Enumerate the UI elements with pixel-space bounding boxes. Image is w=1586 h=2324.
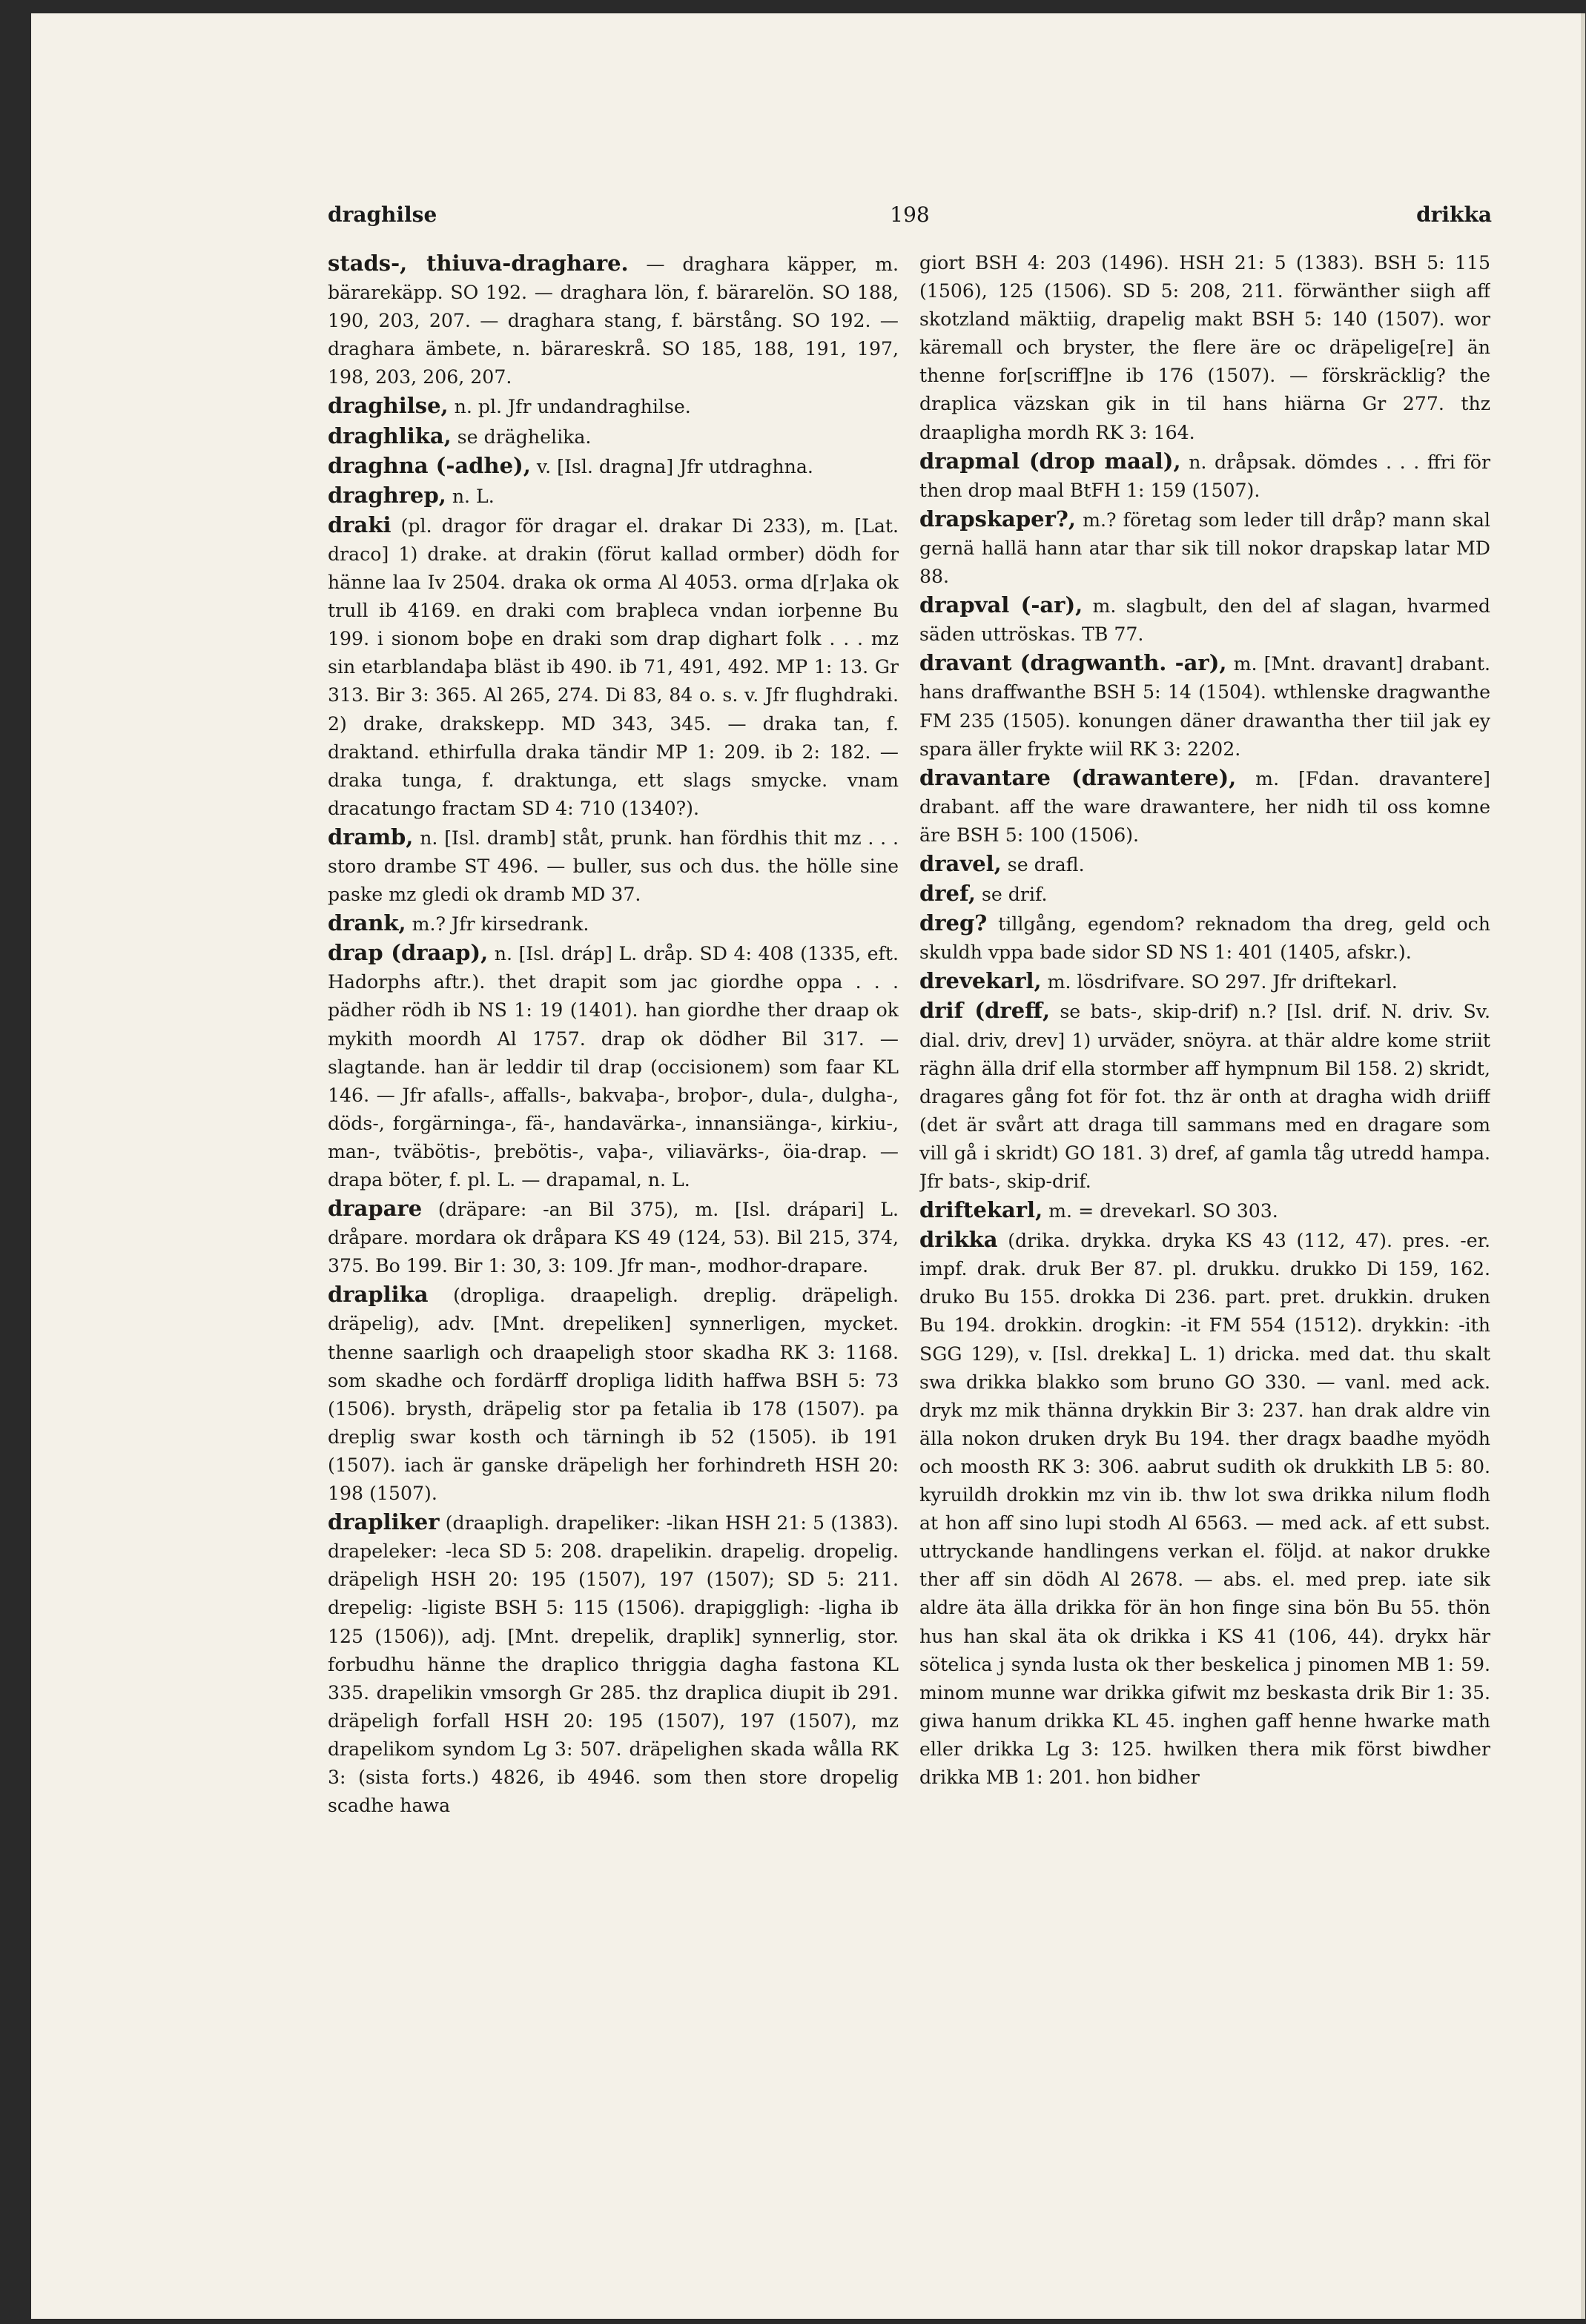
headword: stads-, thiuva-draghare. xyxy=(328,251,629,276)
entry-body: m. lösdrifvare. SO 297. Jfr driftekarl. xyxy=(1041,971,1398,993)
headword: draghilse, xyxy=(328,393,449,419)
entry-body: m. slagbult, den del af slagan, hvarmed säden uttröskas. TB 77. xyxy=(919,595,1490,646)
entry-body: v. [Isl. dragna] Jfr utdraghna. xyxy=(530,455,813,477)
entry-body: giort BSH 4: 203 (1496). HSH 21: 5 (1383). BSH 5: 115 (1506), 125 (1506). SD 5: 208, 211. förwänther siigh aff skotzland mäktiig, drapelig makt BSH 5: 140 (1507). wor käremall och bryster, the flere äre oc dräpelige[re] än thenne for[scriff]ne ib 176 (1507). — förskräcklig? the draplica väzskan gik in til hans hiärna Gr 277. thz draapligha mordh RK 3: 164. xyxy=(919,252,1490,443)
entry-body: (pl. dragor för dragar el. drakar Di 233), m. [Lat. draco] 1) drake. at drakin (förut kallad ormber) dödh for hänne laa Iv 2504. draka ok orma Al 4053. orma d[r]aka ok trull ib 4169. en draki com braþleca vndan iorþenne Bu 199. i sionom boþe en draki som drap dighart folk . . . mz sin etarblandaþa bläst ib 490. ib 71, 491, 492. MP 1: 13. Gr 313. Bir 3: 365. Al 265, 274. Di 83, 84 o. s. v. Jfr flughdraki. 2) drake, drakskepp. MD 343, 345. — draka tan, f. draktand. ethirfulla draka tändir MP 1: 209. ib 2: 182. — draka tunga, f. draktunga, ett slags smycke. vnam dracatungo fractam SD 4: 710 (1340?). xyxy=(328,514,899,819)
headword: draghna (-adhe), xyxy=(328,452,531,478)
headword: drevekarl, xyxy=(919,968,1042,994)
entry-body: se drif. xyxy=(975,884,1048,906)
headword: drapskaper?, xyxy=(919,506,1076,532)
headword: drikka xyxy=(919,1227,998,1253)
entry-body: (dropliga. draapeligh. dreplig. dräpeligh. dräpelig), adv. [Mnt. drepeliken] synnerligen, mycket. thenne saarligh och draapeligh stoor skadha RK 3: 1168. som skadhe och fordärff dropliga lidith haffwa BSH 5: 73 (1506). brysth, dräpelig stor pa fetalia ib 178 (1507). pa dreplig swar kosth och tärningh ib 52 (1505). ib 191 (1507). iach är ganske dräpeligh her forhindreth HSH 20: 198 (1507). xyxy=(328,1285,899,1505)
headword: drif (dreff, xyxy=(919,998,1051,1024)
entry-body: se dräghelika. xyxy=(451,426,592,448)
dictionary-entry xyxy=(328,938,899,1194)
dictionary-entry xyxy=(919,591,1490,649)
dictionary-entry xyxy=(919,1225,1490,1792)
page-sheet xyxy=(31,13,1585,2319)
headword: drapliker xyxy=(328,1509,440,1535)
headword: dravant (dragwanth. -ar), xyxy=(919,650,1227,676)
headword: draghrep, xyxy=(328,482,446,508)
headword: drapmal (drop maal), xyxy=(919,448,1181,474)
headword: draghlika, xyxy=(328,423,452,448)
header-left-guideword: draghilse xyxy=(328,202,437,227)
entry-body: tillgång, egendom? reknadom tha dreg, geld och skuldh vppa bade sidor SD NS 1: 401 (1405, afskr.). xyxy=(919,913,1490,964)
headword: driftekarl, xyxy=(919,1197,1043,1223)
dictionary-entry xyxy=(328,451,899,481)
dictionary-entry xyxy=(919,850,1490,879)
left-column xyxy=(328,249,899,2295)
dictionary-entry xyxy=(328,1280,899,1508)
headword: dravel, xyxy=(919,850,1002,876)
dictionary-entry xyxy=(919,505,1490,591)
dictionary-entry xyxy=(328,1194,899,1280)
dictionary-entry xyxy=(919,967,1490,996)
dictionary-entry xyxy=(919,447,1490,505)
dictionary-entry xyxy=(919,909,1490,967)
entry-body: (draapligh. drapeliker: -likan HSH 21: 5 (1383). drapeleker: -leca SD 5: 208. drapelikin. drapelig. dropelig. dräpeligh HSH 20: 195 (1507), 197 (1507); SD 5: 211. drepelig: -ligiste BSH 5: 115 (1506). drapiggligh: -ligha ib 125 (1506)), adj. [Mnt. drepelik, draplik] synnerlig, stor. forbudhu hänne the draplico thriggia dagha fastona KL 335. drapelikin vmsorgh Gr 285. thz draplica diupit ib 291. dräpeligh forfall HSH 20: 195 (1507), 197 (1507), mz drapelikom syndom Lg 3: 507. dräpelighen skada wålla RK 3: (sista forts.) 4826, ib 4946. som then store dropelig scadhe hawa xyxy=(328,1512,899,1817)
entry-body: m. = drevekarl. SO 303. xyxy=(1043,1200,1278,1222)
headword: drapval (-ar), xyxy=(919,592,1083,618)
dictionary-entry xyxy=(919,649,1490,763)
entry-body: — draghara käpper, m. bärarekäpp. SO 192. — draghara lön, f. bärarelön. SO 188, 190, 203, 207. — draghara stang, f. bärstång. SO 192. — draghara ämbete, n. bärareskrå. SO 185, 188, 191, 197, 198, 203, 206, 207. xyxy=(328,254,899,388)
dictionary-entry xyxy=(328,909,899,938)
dictionary-entry xyxy=(919,879,1490,909)
header-right-guideword: drikka xyxy=(1416,202,1492,227)
entry-body: (dräpare: -an Bil 375), m. [Isl. drápari] L. dråpare. mordara ok dråpara KS 49 (124, 53). Bil 215, 374, 375. Bo 199. Bir 1: 30, 3: 109. Jfr man-, modhor-drapare. xyxy=(328,1199,899,1277)
dictionary-entry xyxy=(328,511,899,823)
entry-body: m.? Jfr kirsedrank. xyxy=(406,913,589,936)
dictionary-entry xyxy=(919,1196,1490,1225)
headword: dreg? xyxy=(919,910,988,936)
headword: drapare xyxy=(328,1196,423,1222)
right-column xyxy=(919,249,1490,2295)
dictionary-entry xyxy=(919,764,1490,850)
entry-body: se drafl. xyxy=(1001,853,1085,875)
entry-body: n. pl. Jfr undandraghilse. xyxy=(448,396,691,418)
entry-body: n. [Isl. dramb] ståt, prunk. han fördhis thit mz . . . storo drambe ST 496. — buller, sus och dus. the hölle sine paske mz gledi ok dramb MD 37. xyxy=(328,827,899,906)
headword: dravantare (drawantere), xyxy=(919,764,1237,790)
entry-body: n. dråpsak. dömdes . . . ffri för then drop maal BtFH 1: 159 (1507). xyxy=(919,451,1490,501)
dictionary-entry xyxy=(328,823,899,909)
dictionary-entry xyxy=(328,422,899,451)
entry-body: n. [Isl. dráp] L. dråp. SD 4: 408 (1335, eft. Hadorphs aftr.). thet drapit som jac giordhe oppa . . . pädher rödh ib NS 1: 19 (1401). han giordhe ther draap ok mykith moordh Al 1757. drap ok dödher Bil 317. — slagtande. han är leddir til drap (occisionem) som faar KL 146. — Jfr afalls-, affalls-, bakvaþa-, broþor-, dula-, dulgha-, döds-, forgärninga-, fä-, handavärka-, innansiänga-, kirkiu-, man-, tväbötis-, þrebötis-, vaþa-, viliavärks-, öia-drap. — drapa böter, f. pl. L. — drapamal, n. L. xyxy=(328,943,899,1191)
headword: drap (draap), xyxy=(328,940,489,966)
entry-body: m.? företag som leder till dråp? mann skal gernä hallä hann atar thar sik till nokor drapskap latar MD 88. xyxy=(919,509,1490,588)
headword: draplika xyxy=(328,1282,429,1308)
dictionary-entry xyxy=(328,391,899,421)
dictionary-entry xyxy=(328,249,899,391)
headword: dramb, xyxy=(328,824,414,850)
entry-body: n. L. xyxy=(446,485,495,507)
running-header xyxy=(328,202,1492,232)
headword: dref, xyxy=(919,881,976,907)
entry-body: m. [Fdan. dravantere] drabant. aff the ware drawantere, her nidh til oss komne äre BSH 5: 100 (1506). xyxy=(919,767,1490,846)
entry-body: se bats-, skip-drif) n.? [Isl. drif. N. driv. Sv. dial. driv, drev] 1) urväder, snöyra. at thär aldre kome striit räghn älla drif ella stormber aff hympnum Bil 158. 2) skridt, dragares gång fot för fot. thz är onth at dragha widh driiff (det är svårt att draga till sammans med en dragare som vill gå i skridt) GO 181. 3) dref, af gamla tåg utredd hampa. Jfr bats-, skip-drif. xyxy=(919,1001,1490,1192)
page-number: 198 xyxy=(890,202,930,227)
dictionary-entry xyxy=(919,996,1490,1196)
dictionary-entry xyxy=(328,481,899,511)
headword: drank, xyxy=(328,910,406,936)
entry-body: m. [Mnt. dravant] drabant. hans draffwanthe BSH 5: 14 (1504). wthlenske dragwanthe FM 235 (1505). konungen däner drawantha ther tiil jak ey spara äller frykte wiil RK 3: 2202. xyxy=(919,653,1490,760)
dictionary-entry xyxy=(328,1508,899,1820)
entry-body: (drika. drykka. dryka KS 43 (112, 47). pres. -er. impf. drak. druk Ber 87. pl. drukku. drukko Di 159, 162. druko Bu 155. drokka Di 236. part. pret. drukkin. druken Bu 194. drokkin. drogkin: -it FM 554 (1512). drykkin: -ith SGG 129), v. [Isl. drekka] L. 1) dricka. med dat. thu skalt swa drikka blakko som bruno GO 330. — vanl. med ack. dryk mz mik thänna drykkin Bir 3: 237. han drak aldre vin älla nokon druken dryk Bu 194. ther dragx baadhe myödh och moosth RK 3: 306. aabrut sudith ok drukkith LB 5: 80. kyruildh drokkin mz vin ib. thw lot swa drikka nilum flodh at hon aff sino lupi stodh Al 6563. — med ack. af ett subst. uttryckande handlingens verkan el. följd. at nakor drukke ther aff sin dödh Al 2678. — abs. el. med prep. iate sik aldre äta älla drikka för än hon finge sina bön Bu 55. thön hus han skal äta ok drikka i KS 41 (106, 44). drykx här sötelica j synda lusta ok ther beskelica j pinomen MB 1: 59. minom munne war drikka gifwit mz beskasta drik Bir 1: 35. giwa hanum drikka KL 45. inghen gaff henne hwarke math eller drikka Lg 3: 125. hwilken thera mik först biwdher drikka MB 1: 201. hon bidher xyxy=(919,1230,1490,1788)
dictionary-entry xyxy=(919,249,1490,447)
headword: draki xyxy=(328,512,391,537)
